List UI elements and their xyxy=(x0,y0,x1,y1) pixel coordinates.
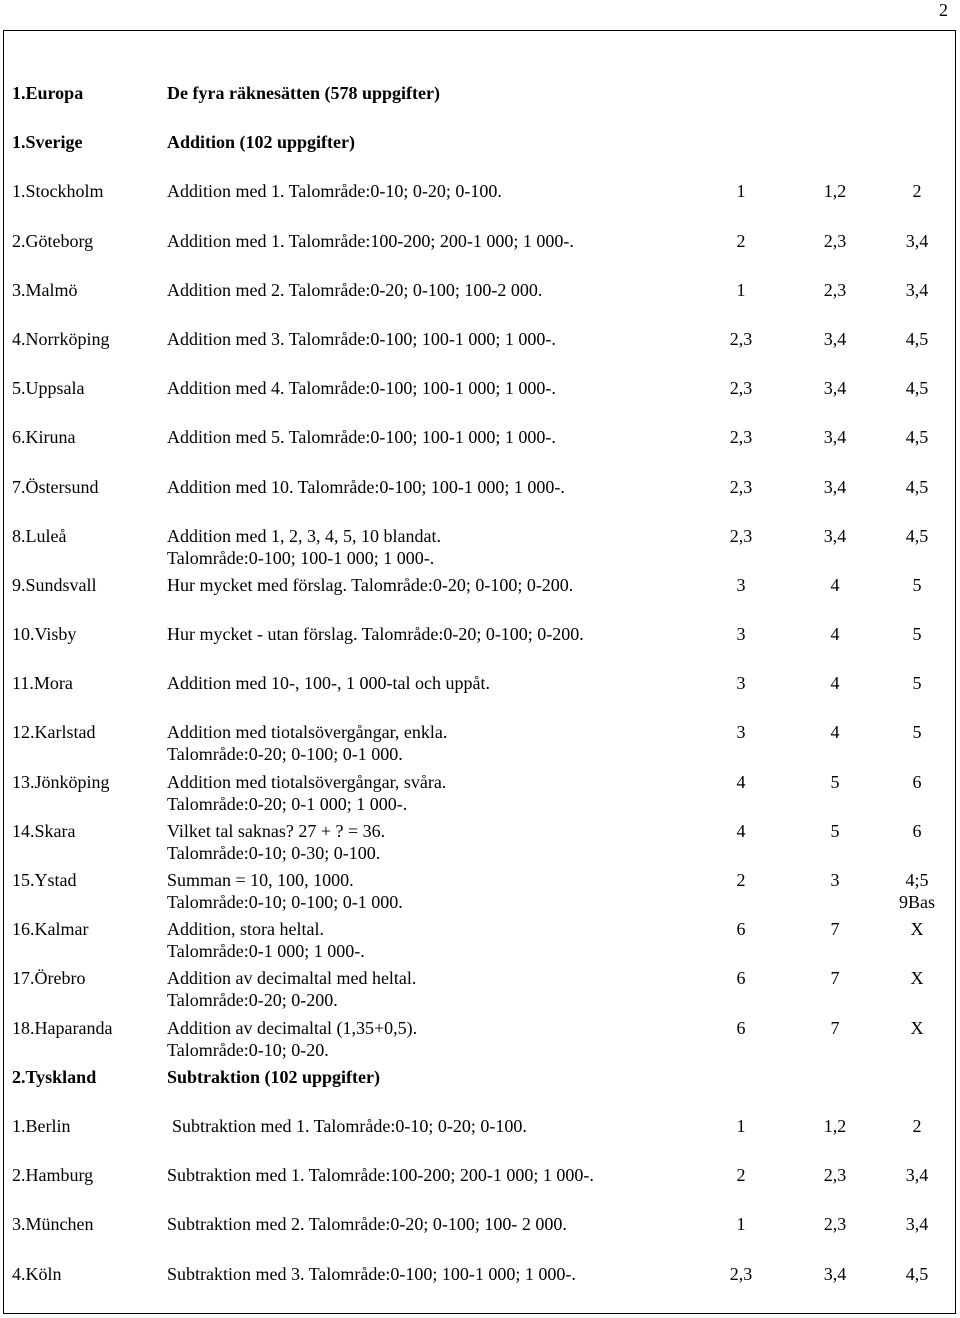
table-row xyxy=(12,82,942,131)
level-value: 3,4 xyxy=(823,427,847,448)
table-row xyxy=(12,574,942,623)
description-line: Addition med 5. Talområde:0-100; 100-1 000; 1 000-. xyxy=(167,427,556,448)
level-1 xyxy=(701,1263,781,1285)
level-1 xyxy=(701,377,781,399)
level-value: 2 xyxy=(736,230,746,251)
description-line: Addition av decimaltal med heltal. xyxy=(167,968,417,989)
description-line: Subtraktion (102 uppgifter) xyxy=(167,1066,381,1087)
level-value: X xyxy=(910,968,924,989)
level-value: 5 xyxy=(912,574,922,595)
level-value: 2,3 xyxy=(823,1165,847,1186)
level-1 xyxy=(701,820,781,842)
level-2 xyxy=(795,1263,875,1285)
level-2 xyxy=(795,476,875,498)
level-value: 2,3 xyxy=(729,1263,753,1284)
row-name: 3.München xyxy=(12,1214,94,1235)
level-value: 3 xyxy=(736,673,746,694)
row-description xyxy=(167,771,712,815)
row-name: 15.Ystad xyxy=(12,870,77,890)
level-value: 4,5 xyxy=(905,476,929,497)
level-3 xyxy=(877,820,957,842)
level-1 xyxy=(701,623,781,645)
description-line: Addition med 2. Talområde:0-20; 0-100; 100-2 000. xyxy=(167,279,543,300)
level-value: 5 xyxy=(912,624,922,645)
row-description xyxy=(167,230,712,252)
level-value: 3 xyxy=(830,870,840,890)
table-row xyxy=(12,230,942,279)
level-value: 1 xyxy=(736,181,746,202)
level-value: 3,4 xyxy=(823,476,847,497)
level-1 xyxy=(701,328,781,350)
level-3 xyxy=(877,476,957,498)
level-value: 3 xyxy=(736,574,746,595)
row-name: 7.Östersund xyxy=(12,476,99,497)
level-2 xyxy=(795,574,875,596)
level-2 xyxy=(795,1164,875,1186)
level-3 xyxy=(877,180,957,202)
description-line: De fyra räknesätten (578 uppgifter) xyxy=(167,83,440,103)
row-name: 1.Europa xyxy=(12,83,84,103)
level-value: 7 xyxy=(830,1017,840,1038)
level-value: 1 xyxy=(736,1214,746,1235)
level-value: 3 xyxy=(736,624,746,645)
level-2 xyxy=(795,1213,875,1235)
row-description xyxy=(172,1115,717,1137)
table-row xyxy=(12,426,942,475)
description-line: Addition av decimaltal (1,35+0,5). xyxy=(167,1017,418,1038)
row-description xyxy=(167,1066,712,1088)
description-line: Subtraktion med 1. Talområde:100-200; 200-1 000; 1 000-. xyxy=(167,1165,594,1186)
level-1 xyxy=(701,918,781,940)
level-value: 3,4 xyxy=(823,1263,847,1284)
description-line: Addition med tiotalsövergångar, enkla. xyxy=(167,722,448,743)
row-description xyxy=(167,377,712,399)
level-value: 4 xyxy=(830,574,840,595)
row-description xyxy=(167,721,712,765)
description-line: Talområde:0-20; 0-1 000; 1 000-. xyxy=(167,793,408,814)
exercise-table xyxy=(12,82,942,1312)
level-value: 2,3 xyxy=(729,328,753,349)
description-line: Talområde:0-10; 0-20. xyxy=(167,1039,329,1060)
level-value: X xyxy=(910,1017,924,1038)
level-2 xyxy=(795,672,875,694)
level-2 xyxy=(795,377,875,399)
row-name: 10.Visby xyxy=(12,624,77,645)
level-value: 4 xyxy=(736,771,746,792)
level-3 xyxy=(877,869,957,913)
level-value: 6 xyxy=(736,968,746,989)
level-1 xyxy=(701,230,781,252)
description-line: Addition med tiotalsövergångar, svåra. xyxy=(167,771,447,792)
level-value: 6 xyxy=(912,820,922,841)
level-1 xyxy=(701,279,781,301)
level-value: X xyxy=(910,919,924,940)
level-value: 2,3 xyxy=(729,378,753,399)
table-row xyxy=(12,476,942,525)
table-row xyxy=(12,771,942,820)
level-1 xyxy=(701,476,781,498)
level-value: 3,4 xyxy=(823,328,847,349)
level-value: 3,4 xyxy=(905,1214,929,1235)
description-line: Addition med 3. Talområde:0-100; 100-1 000; 1 000-. xyxy=(167,328,556,349)
table-row xyxy=(12,180,942,229)
level-3 xyxy=(877,279,957,301)
level-value: 6 xyxy=(736,1017,746,1038)
level-value: 4,5 xyxy=(905,1263,929,1284)
description-line: Addition med 10-, 100-, 1 000-tal och uppåt. xyxy=(167,673,490,694)
row-description xyxy=(167,82,712,104)
row-name: 17.Örebro xyxy=(12,968,86,989)
row-description xyxy=(167,672,712,694)
row-name: 1.Stockholm xyxy=(12,181,104,202)
level-2 xyxy=(795,230,875,252)
level-1 xyxy=(701,180,781,202)
table-row xyxy=(12,279,942,328)
description-line: Addition (102 uppgifter) xyxy=(167,132,356,153)
row-name: 4.Köln xyxy=(12,1263,62,1284)
description-line: Talområde:0-10; 0-30; 0-100. xyxy=(167,842,381,863)
level-value: 1,2 xyxy=(823,1115,847,1136)
level-1 xyxy=(701,721,781,743)
level-2 xyxy=(795,771,875,793)
level-1 xyxy=(701,1164,781,1186)
level-value: 2,3 xyxy=(729,525,753,546)
level-3 xyxy=(877,426,957,448)
row-name: 9.Sundsvall xyxy=(12,574,97,595)
description-line: Addition med 1, 2, 3, 4, 5, 10 blandat. xyxy=(167,525,441,546)
row-description xyxy=(167,1263,712,1285)
level-value: 7 xyxy=(830,919,840,940)
level-3 xyxy=(877,1017,957,1039)
description-line: Addition med 1. Talområde:100-200; 200-1 000; 1 000-. xyxy=(167,230,574,251)
level-value: 4,5 xyxy=(905,427,929,448)
table-row xyxy=(12,1164,942,1213)
row-description xyxy=(167,279,712,301)
level-value: 7 xyxy=(830,968,840,989)
row-name: 12.Karlstad xyxy=(12,722,96,743)
level-3 xyxy=(877,623,957,645)
row-name: 1.Berlin xyxy=(12,1115,71,1136)
level-2 xyxy=(795,721,875,743)
level-2 xyxy=(795,869,875,891)
table-row xyxy=(12,525,942,574)
level-3 xyxy=(877,1263,957,1285)
level-value: 2 xyxy=(912,1115,922,1136)
row-description xyxy=(167,180,712,202)
level-2 xyxy=(795,279,875,301)
row-name: 6.Kiruna xyxy=(12,427,76,448)
table-row xyxy=(12,672,942,721)
description-line: Talområde:0-20; 0-100; 0-1 000. xyxy=(167,744,403,765)
row-description xyxy=(167,328,712,350)
level-value: 4 xyxy=(830,673,840,694)
row-description xyxy=(167,623,712,645)
row-name: 11.Mora xyxy=(12,673,73,694)
description-line: Talområde:0-100; 100-1 000; 1 000-. xyxy=(167,547,435,568)
level-2 xyxy=(795,918,875,940)
row-name: 14.Skara xyxy=(12,820,76,841)
level-extra: 9Bas xyxy=(899,892,935,912)
level-2 xyxy=(795,525,875,547)
level-value: 5 xyxy=(912,722,922,743)
row-description xyxy=(167,476,712,498)
description-line: Addition med 1. Talområde:0-10; 0-20; 0-100. xyxy=(167,181,502,202)
table-row xyxy=(12,1115,942,1164)
row-description xyxy=(167,1213,712,1235)
level-value: 2 xyxy=(912,181,922,202)
level-3 xyxy=(877,1115,957,1137)
level-value: 2 xyxy=(736,1165,746,1186)
description-line: Vilket tal saknas? 27 + ? = 36. xyxy=(167,820,386,841)
level-3 xyxy=(877,525,957,547)
level-value: 5 xyxy=(830,820,840,841)
level-1 xyxy=(701,869,781,891)
level-value: 6 xyxy=(912,771,922,792)
description-line: Hur mycket med förslag. Talområde:0-20; 0-100; 0-200. xyxy=(167,574,574,595)
description-line: Talområde:0-20; 0-200. xyxy=(167,990,338,1011)
level-1 xyxy=(701,672,781,694)
level-2 xyxy=(795,328,875,350)
level-value: 3,4 xyxy=(905,1165,929,1186)
level-value: 4;5 xyxy=(905,870,929,890)
row-name: 2.Göteborg xyxy=(12,230,94,251)
level-value: 3,4 xyxy=(905,279,929,300)
level-value: 4,5 xyxy=(905,378,929,399)
level-value: 5 xyxy=(912,673,922,694)
level-2 xyxy=(795,967,875,989)
level-2 xyxy=(795,1115,875,1137)
level-2 xyxy=(795,623,875,645)
description-line: Summan = 10, 100, 1000. xyxy=(167,870,354,890)
level-3 xyxy=(877,1164,957,1186)
level-2 xyxy=(795,180,875,202)
level-value: 4 xyxy=(830,722,840,743)
level-1 xyxy=(701,426,781,448)
level-3 xyxy=(877,328,957,350)
table-row xyxy=(12,918,942,967)
row-description xyxy=(167,967,712,1011)
level-3 xyxy=(877,672,957,694)
level-3 xyxy=(877,771,957,793)
table-row xyxy=(12,1066,942,1115)
level-value: 2,3 xyxy=(729,427,753,448)
row-name: 16.Kalmar xyxy=(12,919,89,940)
level-1 xyxy=(701,771,781,793)
level-value: 3,4 xyxy=(823,378,847,399)
row-name: 18.Haparanda xyxy=(12,1017,113,1038)
row-name: 4.Norrköping xyxy=(12,328,110,349)
level-value: 4,5 xyxy=(905,328,929,349)
description-line: Subtraktion med 1. Talområde:0-10; 0-20; 0-100. xyxy=(172,1115,527,1136)
description-line: Talområde:0-10; 0-100; 0-1 000. xyxy=(167,892,403,912)
level-1 xyxy=(701,1017,781,1039)
table-row xyxy=(12,328,942,377)
row-name: 3.Malmö xyxy=(12,279,78,300)
level-3 xyxy=(877,967,957,989)
table-row xyxy=(12,377,942,426)
table-row xyxy=(12,1213,942,1262)
level-3 xyxy=(877,230,957,252)
table-row xyxy=(12,1017,942,1066)
level-value: 4 xyxy=(736,820,746,841)
level-1 xyxy=(701,967,781,989)
row-name: 8.Luleå xyxy=(12,525,67,546)
level-value: 4,5 xyxy=(905,525,929,546)
table-row xyxy=(12,869,942,918)
table-row xyxy=(12,820,942,869)
level-value: 2,3 xyxy=(823,230,847,251)
row-name: 2.Tyskland xyxy=(12,1066,97,1087)
level-value: 2 xyxy=(736,870,746,890)
level-3 xyxy=(877,1213,957,1235)
description-line: Subtraktion med 3. Talområde:0-100; 100-1 000; 1 000-. xyxy=(167,1263,576,1284)
level-3 xyxy=(877,377,957,399)
row-description xyxy=(167,820,712,864)
row-description xyxy=(167,1017,712,1061)
row-description xyxy=(167,1164,712,1186)
description-line: Addition med 4. Talområde:0-100; 100-1 000; 1 000-. xyxy=(167,378,556,399)
description-line: Hur mycket - utan förslag. Talområde:0-20; 0-100; 0-200. xyxy=(167,624,584,645)
description-line: Subtraktion med 2. Talområde:0-20; 0-100; 100- 2 000. xyxy=(167,1214,567,1235)
level-value: 1 xyxy=(736,279,746,300)
table-row xyxy=(12,131,942,180)
row-name: 5.Uppsala xyxy=(12,378,85,399)
table-row xyxy=(12,967,942,1016)
row-description xyxy=(167,426,712,448)
level-value: 2,3 xyxy=(823,279,847,300)
level-2 xyxy=(795,426,875,448)
row-description xyxy=(167,525,712,569)
level-value: 3,4 xyxy=(905,230,929,251)
level-value: 1 xyxy=(736,1115,746,1136)
table-row xyxy=(12,623,942,672)
level-2 xyxy=(795,820,875,842)
level-1 xyxy=(701,1115,781,1137)
level-2 xyxy=(795,1017,875,1039)
level-value: 4 xyxy=(830,624,840,645)
level-value: 2,3 xyxy=(729,476,753,497)
level-1 xyxy=(701,1213,781,1235)
table-row xyxy=(12,721,942,770)
description-line: Talområde:0-1 000; 1 000-. xyxy=(167,941,365,962)
level-1 xyxy=(701,574,781,596)
level-value: 3,4 xyxy=(823,525,847,546)
level-1 xyxy=(701,525,781,547)
level-3 xyxy=(877,574,957,596)
level-3 xyxy=(877,918,957,940)
row-description xyxy=(167,574,712,596)
table-row xyxy=(12,1263,942,1312)
level-value: 2,3 xyxy=(823,1214,847,1235)
description-line: Addition med 10. Talområde:0-100; 100-1 000; 1 000-. xyxy=(167,476,565,497)
row-name: 13.Jönköping xyxy=(12,771,110,792)
description-line: Addition, stora heltal. xyxy=(167,919,324,940)
level-value: 3 xyxy=(736,722,746,743)
level-value: 5 xyxy=(830,771,840,792)
row-description xyxy=(167,131,712,153)
level-value: 1,2 xyxy=(823,181,847,202)
level-value: 6 xyxy=(736,919,746,940)
level-3 xyxy=(877,721,957,743)
page-number: 2 xyxy=(939,0,948,20)
row-name: 1.Sverige xyxy=(12,132,83,153)
row-description xyxy=(167,918,712,962)
row-description xyxy=(167,869,712,913)
row-name: 2.Hamburg xyxy=(12,1165,94,1186)
